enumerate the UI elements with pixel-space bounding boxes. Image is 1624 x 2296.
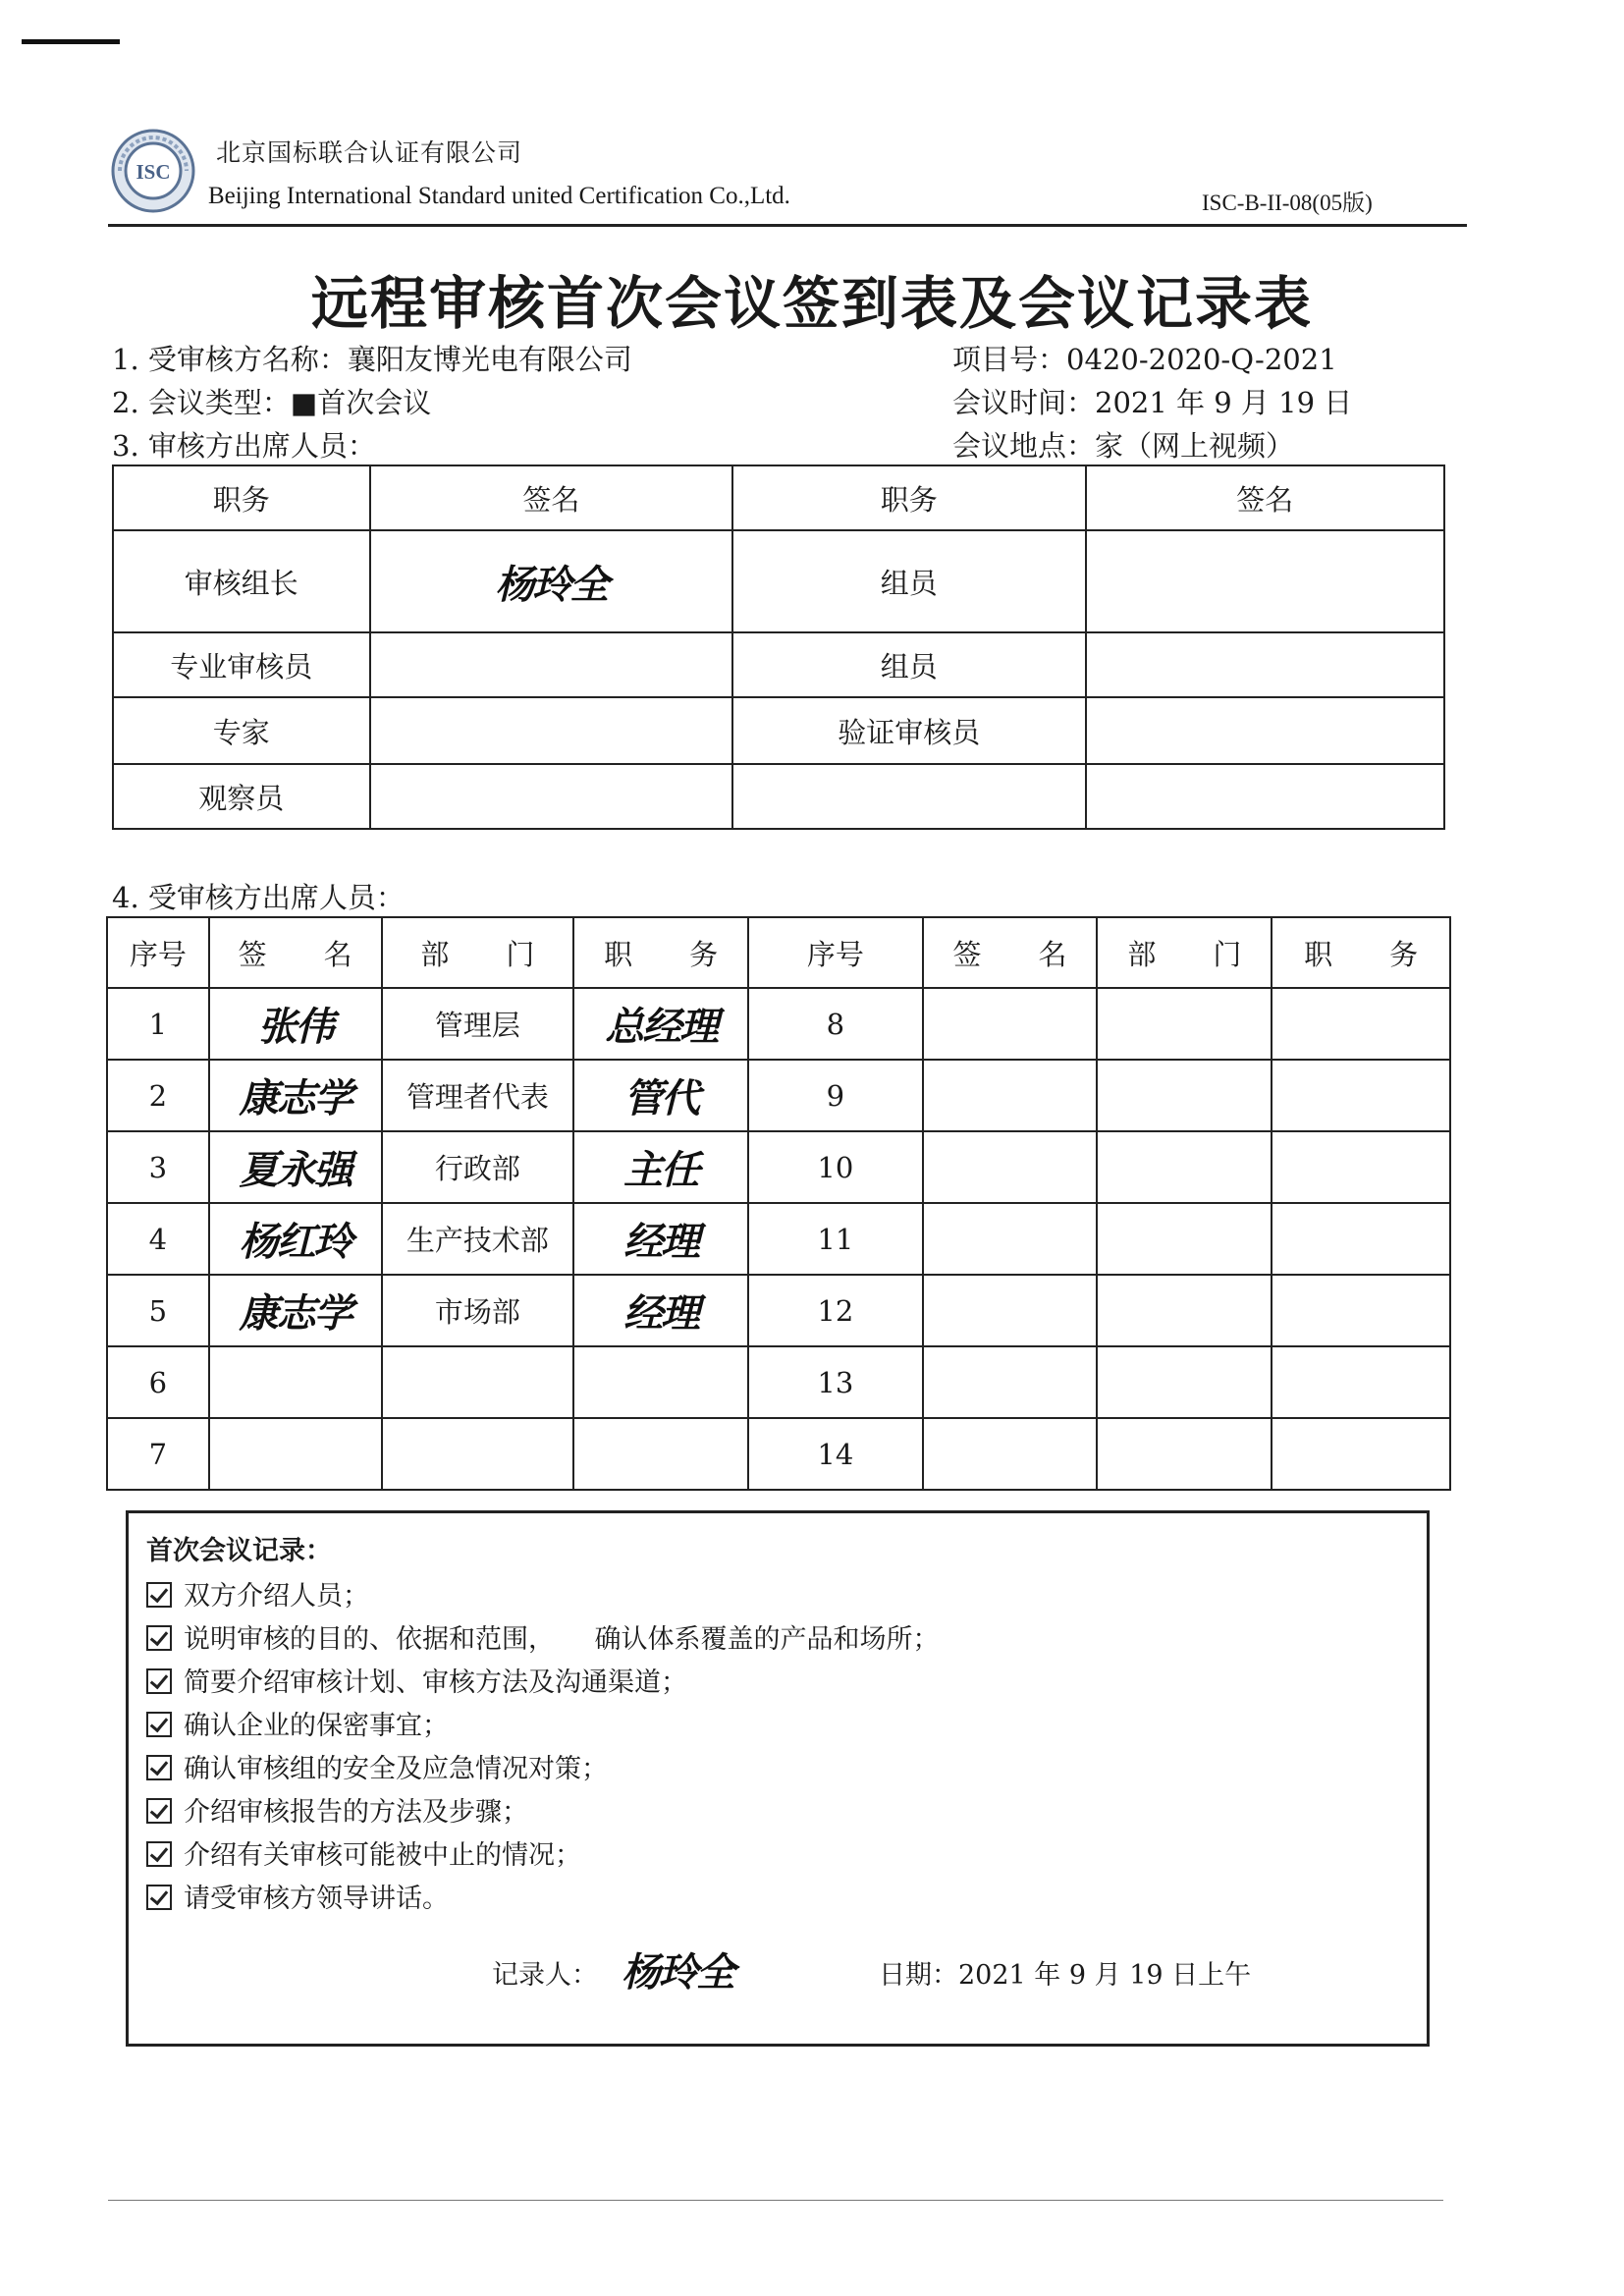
- number-cell: 1: [107, 988, 209, 1060]
- department-cell: [1097, 1346, 1272, 1418]
- number-cell: 12: [748, 1275, 923, 1346]
- table-row: [113, 697, 1444, 764]
- department-cell: [382, 1346, 574, 1418]
- header-cell: 职务: [113, 465, 370, 530]
- record-item-text: 介绍有关审核可能被中止的情况；: [184, 1840, 581, 1871]
- signature-cell: [370, 632, 732, 697]
- date-label: 日期：: [879, 1960, 958, 1991]
- position-cell: [1272, 1060, 1450, 1131]
- meeting-place-label: 会议地点：: [952, 429, 1096, 463]
- number-cell: 11: [748, 1203, 923, 1275]
- checked-checkbox-icon: [146, 1668, 172, 1694]
- meeting-type-row: [112, 381, 431, 421]
- signature-cell: 康志学: [209, 1275, 382, 1346]
- meeting-type-value: ■首次会议: [290, 386, 432, 419]
- signature-cell: [1086, 697, 1444, 764]
- auditor-attendees-label: 3. 审核方出席人员：: [112, 429, 376, 463]
- list-item: [146, 1704, 449, 1742]
- table-row: [107, 1275, 1450, 1346]
- header-cell: 部 门: [382, 917, 574, 988]
- signature-cell: [209, 1418, 382, 1490]
- auditee-name-row: [112, 338, 632, 378]
- signature-cell: [1086, 764, 1444, 829]
- page-title: 远程审核首次会议签到表及会议记录表: [310, 270, 1313, 337]
- header-cell: 签 名: [209, 917, 382, 988]
- list-item: [146, 1877, 449, 1915]
- auditee-table: [106, 916, 1451, 1491]
- header-divider: [108, 224, 1467, 227]
- project-value: 0420-2020-Q-2021: [1066, 343, 1337, 376]
- position-cell: 经理: [573, 1203, 748, 1275]
- department-cell: 市场部: [382, 1275, 574, 1346]
- department-cell: [1097, 1275, 1272, 1346]
- table-row: [107, 1131, 1450, 1203]
- signature-cell: [1086, 530, 1444, 632]
- table-row: [113, 530, 1444, 632]
- corner-mark: [22, 39, 120, 44]
- auditee-table-header: [107, 917, 1450, 988]
- form-number: ISC-B-II-08(05版): [1202, 191, 1373, 215]
- role-cell: 审核组长: [113, 530, 370, 632]
- department-cell: [1097, 1060, 1272, 1131]
- table-row: [107, 1060, 1450, 1131]
- checked-checkbox-icon: [146, 1798, 172, 1824]
- record-item-text: 确认审核组的安全及应急情况对策；: [184, 1754, 608, 1784]
- signature-cell: 康志学: [209, 1060, 382, 1131]
- signature-cell: [923, 1060, 1098, 1131]
- list-item: [146, 1617, 940, 1656]
- list-item: [146, 1661, 687, 1699]
- position-cell: 总经理: [573, 988, 748, 1060]
- list-item: [146, 1574, 369, 1613]
- meeting-place-value: 家（网上视频）: [1095, 429, 1295, 463]
- signature-cell: [923, 1418, 1098, 1490]
- header-cell: 序号: [748, 917, 923, 988]
- number-cell: 5: [107, 1275, 209, 1346]
- auditee-label: 1. 受审核方名称：: [112, 343, 348, 376]
- signature-cell: 张伟: [209, 988, 382, 1060]
- signature-cell: [1086, 632, 1444, 697]
- number-cell: 2: [107, 1060, 209, 1131]
- record-date: [879, 1953, 1251, 1992]
- department-cell: [1097, 1131, 1272, 1203]
- table-row: [107, 1346, 1450, 1418]
- role-cell: 观察员: [113, 764, 370, 829]
- number-cell: 8: [748, 988, 923, 1060]
- department-cell: [382, 1418, 574, 1490]
- table-row: [113, 764, 1444, 829]
- header-cell: 职务: [732, 465, 1085, 530]
- record-item-text: 介绍审核报告的方法及步骤；: [184, 1797, 528, 1828]
- position-cell: [1272, 1346, 1450, 1418]
- list-item: [146, 1747, 608, 1785]
- logo-text: ISC: [135, 160, 171, 184]
- table-row: [107, 988, 1450, 1060]
- auditor-table: [112, 465, 1445, 830]
- signature-cell: 杨玲全: [370, 530, 732, 632]
- department-cell: 生产技术部: [382, 1203, 574, 1275]
- department-cell: [1097, 988, 1272, 1060]
- signature-cell: [923, 988, 1098, 1060]
- header-cell: 职 务: [573, 917, 748, 988]
- date-value: 2021 年 9 月 19 日上午: [958, 1960, 1252, 1991]
- checked-checkbox-icon: [146, 1755, 172, 1780]
- list-item: [146, 1833, 581, 1872]
- isc-logo-icon: [110, 128, 196, 214]
- project-label: 项目号：: [952, 343, 1067, 376]
- role-cell: 组员: [732, 632, 1085, 697]
- meeting-time-label: 会议时间：: [952, 386, 1096, 419]
- role-cell: 专家: [113, 697, 370, 764]
- position-cell: 管代: [573, 1060, 748, 1131]
- number-cell: 6: [107, 1346, 209, 1418]
- signature-cell: [209, 1346, 382, 1418]
- role-cell: 组员: [732, 530, 1085, 632]
- list-item: [146, 1790, 528, 1829]
- number-cell: 14: [748, 1418, 923, 1490]
- record-item-text: 双方介绍人员；: [184, 1581, 369, 1612]
- department-cell: [1097, 1203, 1272, 1275]
- company-name-cn: 北京国标联合认证有限公司: [216, 138, 523, 167]
- record-item-text: 说明审核的目的、依据和范围， 确认体系覆盖的产品和场所；: [184, 1624, 940, 1655]
- number-cell: 3: [107, 1131, 209, 1203]
- position-cell: 经理: [573, 1275, 748, 1346]
- table-row: [107, 1418, 1450, 1490]
- recorder-label: 记录人：: [492, 1960, 598, 1991]
- header-cell: 部 门: [1097, 917, 1272, 988]
- checked-checkbox-icon: [146, 1885, 172, 1910]
- signature-cell: [923, 1131, 1098, 1203]
- position-cell: [1272, 988, 1450, 1060]
- checked-checkbox-icon: [146, 1582, 172, 1608]
- header-cell: 签 名: [923, 917, 1098, 988]
- header-cell: 职 务: [1272, 917, 1450, 988]
- project-row: [952, 338, 1337, 378]
- auditor-table-header: [113, 465, 1444, 530]
- department-cell: 管理者代表: [382, 1060, 574, 1131]
- signature-cell: 杨红玲: [209, 1203, 382, 1275]
- position-cell: [1272, 1131, 1450, 1203]
- position-cell: [573, 1346, 748, 1418]
- number-cell: 10: [748, 1131, 923, 1203]
- header-cell: 签名: [1086, 465, 1444, 530]
- role-cell: 验证审核员: [732, 697, 1085, 764]
- signature-cell: [370, 764, 732, 829]
- checked-checkbox-icon: [146, 1625, 172, 1651]
- table-row: [107, 1203, 1450, 1275]
- position-cell: 主任: [573, 1131, 748, 1203]
- signature-cell: [370, 697, 732, 764]
- record-item-text: 请受审核方领导讲话。: [184, 1884, 449, 1914]
- role-cell: 专业审核员: [113, 632, 370, 697]
- meeting-type-label: 2. 会议类型：: [112, 386, 291, 419]
- checked-checkbox-icon: [146, 1712, 172, 1737]
- signature-cell: [923, 1346, 1098, 1418]
- department-cell: [1097, 1418, 1272, 1490]
- number-cell: 4: [107, 1203, 209, 1275]
- recorder-signature: 杨玲全: [622, 1950, 733, 1995]
- header-cell: 签名: [370, 465, 732, 530]
- department-cell: 行政部: [382, 1131, 574, 1203]
- position-cell: [1272, 1418, 1450, 1490]
- position-cell: [1272, 1275, 1450, 1346]
- department-cell: 管理层: [382, 988, 574, 1060]
- position-cell: [573, 1418, 748, 1490]
- header-cell: 序号: [107, 917, 209, 988]
- auditee-attendees-label: 4. 受审核方出席人员：: [112, 881, 405, 914]
- signature-cell: 夏永强: [209, 1131, 382, 1203]
- position-cell: [1272, 1203, 1450, 1275]
- auditee-value: 襄阳友博光电有限公司: [347, 343, 632, 376]
- signature-cell: [923, 1203, 1098, 1275]
- meeting-place-row: [952, 424, 1294, 465]
- role-cell: [732, 764, 1085, 829]
- number-cell: 7: [107, 1418, 209, 1490]
- meeting-time-value: 2021 年 9 月 19 日: [1095, 386, 1353, 419]
- footer-divider: [108, 2200, 1443, 2201]
- meeting-time-row: [952, 381, 1352, 421]
- record-item-text: 简要介绍审核计划、审核方法及沟通渠道；: [184, 1667, 687, 1698]
- record-item-text: 确认企业的保密事宜；: [184, 1711, 449, 1741]
- company-name-en: Beijing International Standard united Certification Co.,Ltd.: [208, 183, 790, 209]
- table-row: [113, 632, 1444, 697]
- checked-checkbox-icon: [146, 1841, 172, 1867]
- number-cell: 9: [748, 1060, 923, 1131]
- meeting-record-box: [126, 1510, 1430, 2047]
- number-cell: 13: [748, 1346, 923, 1418]
- signature-cell: [923, 1275, 1098, 1346]
- record-title: 首次会议记录：: [146, 1536, 332, 1566]
